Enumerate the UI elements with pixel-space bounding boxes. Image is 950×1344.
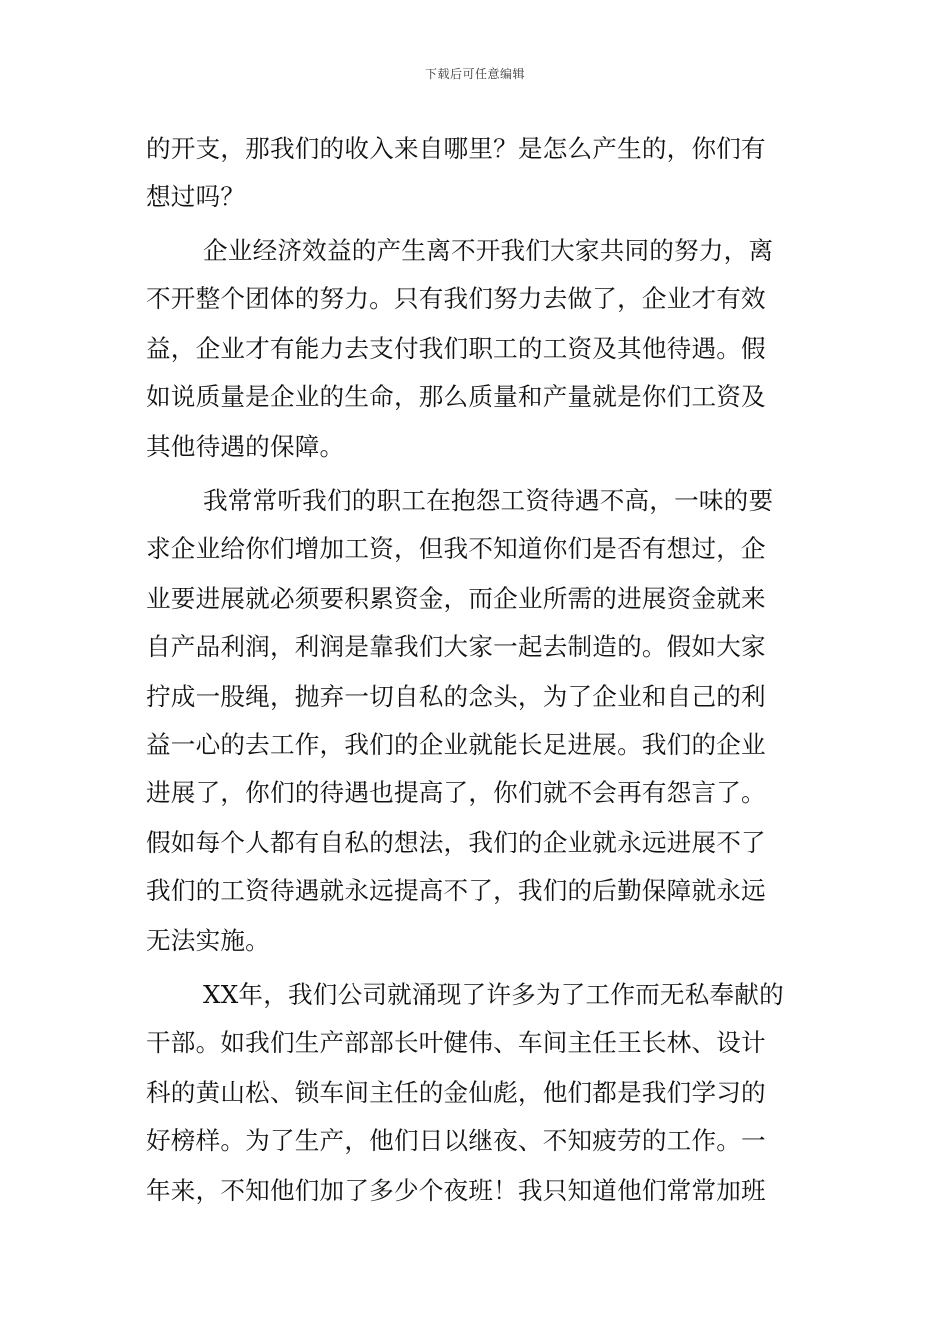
text-line: 的开支，那我们的收入来自哪里？是怎么产生的，你们有 — [146, 134, 766, 163]
header-note: 下载后可任意编辑 — [424, 67, 525, 81]
text-line: 益一心的去工作，我们的企业就能长足进展。我们的企业 — [146, 730, 766, 759]
text-line: 业要进展就必须要积累资金，而企业所需的进展资金就来 — [146, 584, 766, 613]
text-line: 企业经济效益的产生离不开我们大家共同的努力，离 — [203, 236, 774, 265]
text-line: 自产品利润，利润是靠我们大家一起去制造的。假如大家 — [146, 632, 766, 661]
text-line: 年来，不知他们加了多少个夜班！我只知道他们常常加班 — [146, 1176, 766, 1205]
text-line: 想过吗？ — [146, 182, 246, 211]
text-line: 其他待遇的保障。 — [146, 432, 345, 461]
text-line: 进展了，你们的待遇也提高了，你们就不会再有怨言了。 — [146, 778, 766, 807]
text-line: 如说质量是企业的生命，那么质量和产量就是你们工资及 — [146, 382, 766, 411]
text-line: 无法实施。 — [146, 926, 270, 955]
text-line: 假如每个人都有自私的想法，我们的企业就永远进展不了 — [146, 828, 766, 857]
text-line: 拧成一股绳，抛弃一切自私的念头，为了企业和自己的利 — [146, 682, 766, 711]
text-line: 科的黄山松、锁车间主任的金仙彪，他们都是我们学习的 — [146, 1078, 766, 1107]
text-line: 求企业给你们增加工资，但我不知道你们是否有想过，企 — [146, 534, 766, 563]
text-line: 我常常听我们的职工在抱怨工资待遇不高，一味的要 — [203, 486, 774, 515]
text-line: 干部。如我们生产部部长叶健伟、车间主任王长林、设计 — [146, 1028, 766, 1057]
text-line: 不开整个团体的努力。只有我们努力去做了，企业才有效 — [146, 284, 766, 313]
text-line: XX年，我们公司就涌现了许多为了工作而无私奉献的 — [203, 980, 784, 1009]
text-line: 益，企业才有能力去支付我们职工的工资及其他待遇。假 — [146, 334, 766, 363]
text-line: 我们的工资待遇就永远提高不了，我们的后勤保障就永远 — [146, 876, 766, 905]
text-line: 好榜样。为了生产，他们日以继夜、不知疲劳的工作。一 — [146, 1126, 766, 1155]
